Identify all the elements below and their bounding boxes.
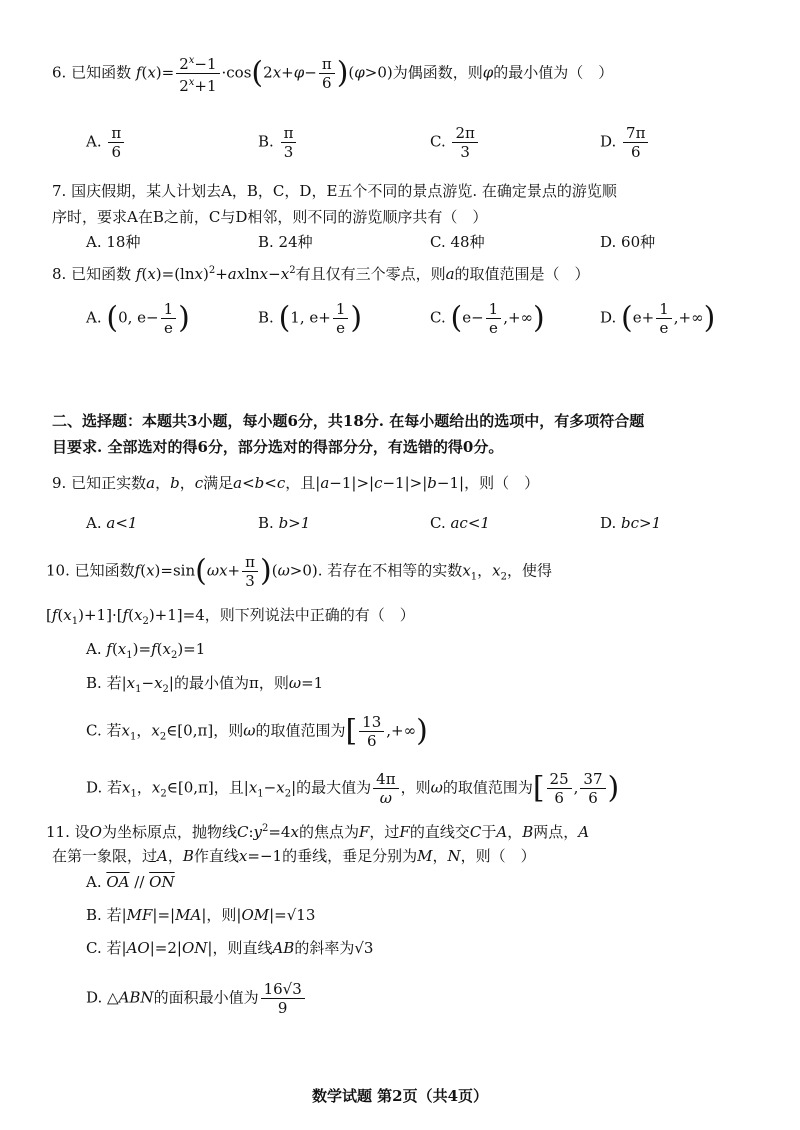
q7-option-b[interactable]: B. 24种 bbox=[258, 233, 313, 251]
q8-option-c[interactable]: C. (e− $\frac{1}{e}$ ,+∞) bbox=[430, 300, 545, 337]
q9-option-b[interactable]: B. b>1 bbox=[258, 514, 311, 532]
q7-option-a[interactable]: A. 18种 bbox=[86, 233, 141, 251]
q9-option-a[interactable]: A. a<1 bbox=[86, 514, 138, 532]
q6-option-b[interactable]: B. $\frac{\pi}{3}$ bbox=[258, 124, 298, 161]
q7-option-d[interactable]: D. 60种 bbox=[600, 233, 656, 251]
q10-stem-line1: 10. 已知函数f(x)=sin(ωx+ $\frac{\pi}{3}$ )(ω>0). 若存在不相等的实数$x_1$，$x_2$，使得 bbox=[46, 553, 553, 590]
q10-option-a[interactable]: A. $f(x_1)=f(x_2)=1$ bbox=[86, 640, 206, 661]
q7-option-c[interactable]: C. 48种 bbox=[430, 233, 485, 251]
q6-option-d[interactable]: D. $\frac{7\pi}{6}$ bbox=[600, 124, 650, 161]
q9-option-c[interactable]: C. ac<1 bbox=[430, 514, 490, 532]
q8-stem: 8. 已知函数 $f(x)=(\ln x)^2+axlnx-x^2$有且仅有三个零点，则a的取值范围是（ ） bbox=[52, 265, 590, 283]
q10-option-d[interactable]: D. 若$x_1$，$x_2\in[0,\pi]$，且$|x_1-x_2|$的最大值为 $\frac{4\pi}{\omega}$ ，则ω的取值范围为[ $\frac{25}{6}$ , $\frac{37}{6}$ ) bbox=[86, 770, 620, 807]
q11-option-d[interactable]: D. △ABN的面积最小值为 $\frac{16√3}{9}$ bbox=[86, 980, 307, 1017]
q9-option-d[interactable]: D. bc>1 bbox=[600, 514, 662, 532]
q10-option-b[interactable]: B. 若$|x_1-x_2|$的最小值为π，则ω=1 bbox=[86, 674, 324, 695]
q8-option-a[interactable]: A. (0, e− $\frac{1}{e}$ ) bbox=[86, 300, 190, 337]
q11-option-c[interactable]: C. 若|AO|=2|ON|，则直线AB的斜率为√3 bbox=[86, 939, 374, 957]
q11-stem-line2: 在第一象限，过A，B作直线x=−1的垂线，垂足分别为M，N，则（ ） bbox=[52, 847, 536, 865]
q6-option-c[interactable]: C. $\frac{2\pi}{3}$ bbox=[430, 124, 480, 161]
section2-heading-line1: 二、选择题：本题共3小题，每小题6分，共18分. 在每小题给出的选项中，有多项符合题 bbox=[52, 412, 645, 430]
q10-stem-line2: $[f(x_1)+1]\cdot[f(x_2)+1]=4$，则下列说法中正确的有（ ） bbox=[46, 606, 415, 627]
q8-option-b[interactable]: B. (1, e+ $\frac{1}{e}$ ) bbox=[258, 300, 363, 337]
q9-stem: 9. 已知正实数a，b，c满足a<b<c，且|a−1|>|c−1|>|b−1|，则（ ） bbox=[52, 474, 540, 492]
page-footer: 数学试题 第2页（共4页） bbox=[311, 1087, 489, 1105]
q6-stem: 6. 已知函数 f(x)= $\frac{2^x-1}{2^x+1}$ ·cos(2x+φ− $\frac{\pi}{6}$ )(φ>0)为偶函数，则φ的最小值为（ ） bbox=[52, 52, 613, 95]
q11-stem-line1: 11. 设O为坐标原点，抛物线$C:y^2=4x$的焦点为F，过F的直线交C于A，B两点，A bbox=[46, 823, 590, 841]
section2-heading-line2: 目要求. 全部选对的得6分，部分选对的得部分分，有选错的得0分。 bbox=[52, 438, 504, 456]
q11-option-a[interactable]: A. $\overline{OA} // \overline{ON}$ bbox=[86, 873, 175, 891]
q11-option-b[interactable]: B. 若|MF|=|MA|，则|OM|=√13 bbox=[86, 906, 316, 924]
q6-option-a[interactable]: A. $\frac{\pi}{6}$ bbox=[86, 124, 126, 161]
q7-stem-line2: 序时，要求A在B之前，C与D相邻，则不同的游览顺序共有（ ） bbox=[52, 208, 488, 226]
q8-option-d[interactable]: D. (e+ $\frac{1}{e}$ ,+∞) bbox=[600, 300, 716, 337]
q10-option-c[interactable]: C. 若$x_1$，$x_2\in[0,\pi]$，则ω的取值范围为[ $\frac{13}{6}$ ,+∞) bbox=[86, 713, 428, 750]
q7-stem-line1: 7. 国庆假期，某人计划去A，B，C，D，E五个不同的景点游览. 在确定景点的游览顺 bbox=[52, 182, 617, 200]
